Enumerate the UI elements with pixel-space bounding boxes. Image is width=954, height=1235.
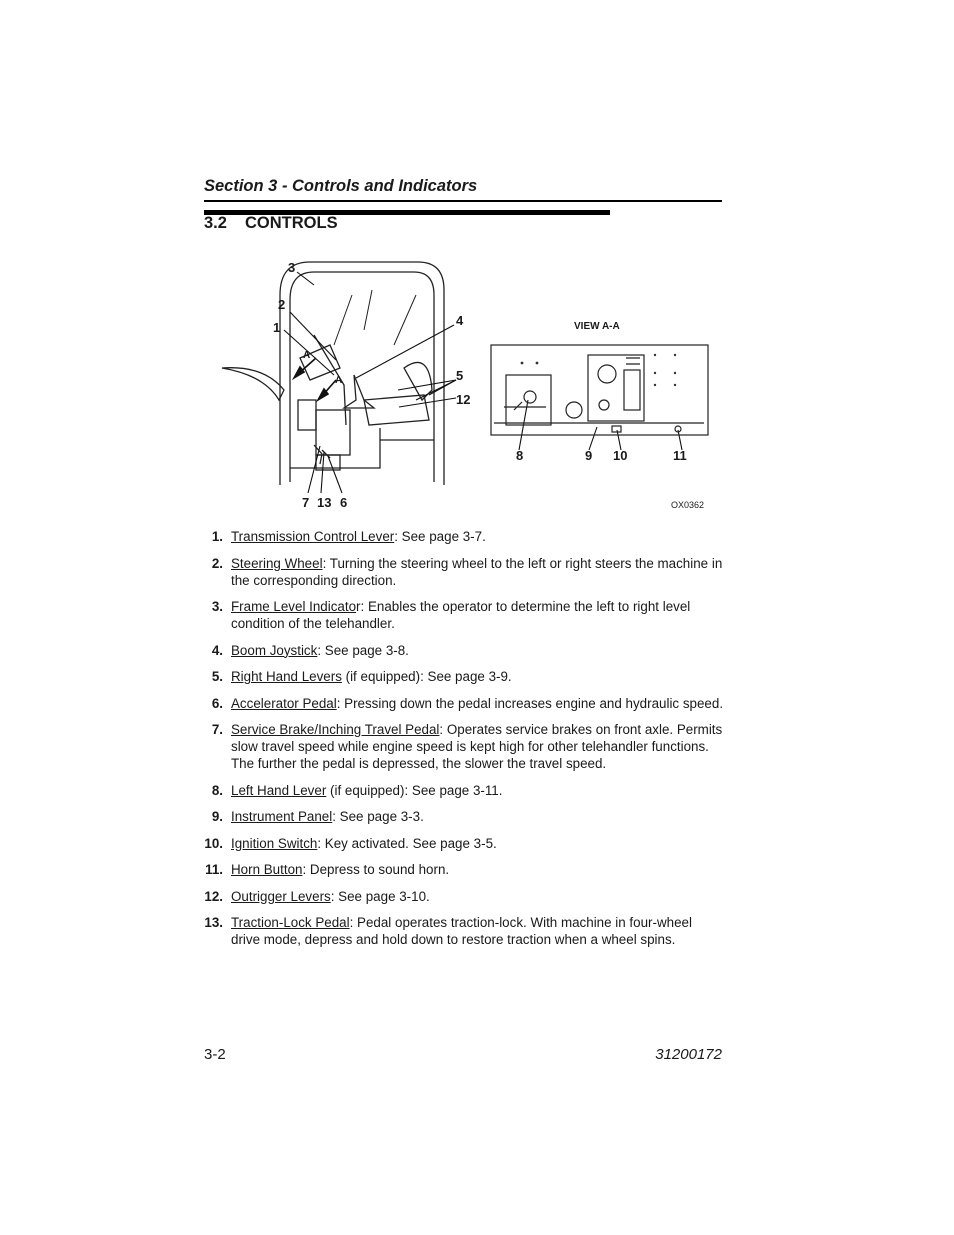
item-term: Boom Joystick	[231, 642, 318, 658]
item-number: 13.	[204, 915, 223, 930]
list-item	[204, 914, 724, 948]
item-term: Right Hand Levers	[231, 669, 342, 684]
item-number: 3.	[211, 599, 223, 614]
list-item	[204, 555, 724, 589]
item-number: 4.	[211, 642, 223, 658]
item-description: : See page 3-8.	[317, 642, 409, 658]
item-number: 2.	[211, 555, 223, 571]
list-item	[204, 861, 724, 878]
callout-13: 13	[317, 495, 332, 510]
callout-4: 4	[456, 313, 464, 328]
item-description: : Operates service brakes on front axle. Permits slow travel speed while engine speed is kept high for other telehandler functions. The further the pedal is depressed, the slower the travel speed.	[231, 722, 723, 771]
callout-11: 11	[673, 448, 687, 463]
item-term: Frame Level Indicato	[231, 599, 357, 614]
item-description: (if equipped): See page 3-11.	[326, 782, 503, 798]
item-term: Transmission Control Lever	[231, 529, 395, 544]
dash-panel-view	[491, 345, 708, 435]
item-number: 12.	[204, 888, 223, 904]
callout-1: 1	[273, 320, 281, 335]
callout-3: 3	[288, 260, 296, 275]
item-description: : Pedal operates traction-lock. With machine in four-wheel drive mode, depress and hold down to restore traction when a wheel spins.	[231, 915, 692, 947]
callout-6: 6	[340, 495, 348, 510]
item-term: Accelerator Pedal	[231, 695, 337, 711]
list-item	[204, 668, 724, 685]
section-marker-upper: A	[303, 350, 311, 361]
cab-controls-figure	[204, 250, 724, 520]
section-heading	[204, 214, 338, 233]
figure-code: OX0362	[671, 500, 705, 510]
callout-5: 5	[456, 368, 464, 383]
heading-title: CONTROLS	[245, 214, 338, 232]
item-description: r: Enables the operator to determine the left to right level condition of the telehandler.	[231, 599, 691, 631]
item-number: 11.	[205, 862, 223, 877]
page-number: 3-2	[204, 1046, 226, 1063]
list-item	[204, 528, 724, 545]
item-description: : Key activated. See page 3-5.	[317, 835, 497, 851]
header-rule	[204, 200, 722, 202]
item-description: (if equipped): See page 3-9.	[341, 669, 512, 684]
callout-12: 12	[456, 392, 471, 407]
view-label: VIEW A-A	[574, 321, 620, 332]
list-item	[204, 695, 724, 712]
item-number: 10.	[204, 835, 223, 851]
callout-7: 7	[302, 495, 310, 510]
cab-illustration	[204, 250, 724, 520]
item-description: : See page 3-7.	[394, 529, 486, 544]
item-description: : See page 3-3.	[332, 809, 424, 824]
item-description: : Turning the steering wheel to the left or right steers the machine in the corresponding direction.	[231, 555, 723, 588]
item-term: Outrigger Levers	[231, 888, 331, 904]
callout-2: 2	[278, 297, 286, 312]
item-term: Left Hand Lever	[231, 782, 327, 798]
item-number: 8.	[211, 782, 223, 798]
list-item	[204, 598, 724, 632]
list-item	[204, 782, 724, 799]
callout-10: 10	[613, 448, 628, 463]
item-term: Horn Button	[231, 862, 303, 877]
item-term: Ignition Switch	[231, 835, 318, 851]
document-number: 31200172	[655, 1046, 722, 1063]
item-term: Service Brake/Inching Travel Pedal	[231, 722, 440, 737]
controls-list	[204, 528, 724, 958]
cab-frame	[280, 262, 444, 485]
section-header: Section 3 - Controls and Indicators	[204, 177, 478, 195]
item-term: Instrument Panel	[231, 809, 333, 824]
item-description: : Pressing down the pedal increases engine and hydraulic speed.	[336, 695, 724, 711]
item-number: 1.	[211, 529, 223, 544]
callout-8: 8	[516, 448, 524, 463]
callout-9: 9	[585, 448, 593, 463]
heading-number: 3.2	[204, 214, 227, 232]
item-number: 7.	[211, 722, 223, 737]
item-number: 5.	[211, 669, 223, 684]
item-number: 9.	[211, 809, 223, 824]
section-marker-lower: A	[335, 375, 343, 386]
item-description: : See page 3-10.	[330, 888, 430, 904]
item-term: Traction-Lock Pedal	[231, 915, 350, 930]
list-item	[204, 835, 724, 852]
list-item	[204, 888, 724, 905]
list-item	[204, 808, 724, 825]
item-term: Steering Wheel	[231, 555, 323, 571]
list-item	[204, 642, 724, 659]
item-number: 6.	[211, 695, 223, 711]
list-item	[204, 721, 724, 772]
fender	[222, 368, 284, 400]
item-description: : Depress to sound horn.	[302, 862, 450, 877]
